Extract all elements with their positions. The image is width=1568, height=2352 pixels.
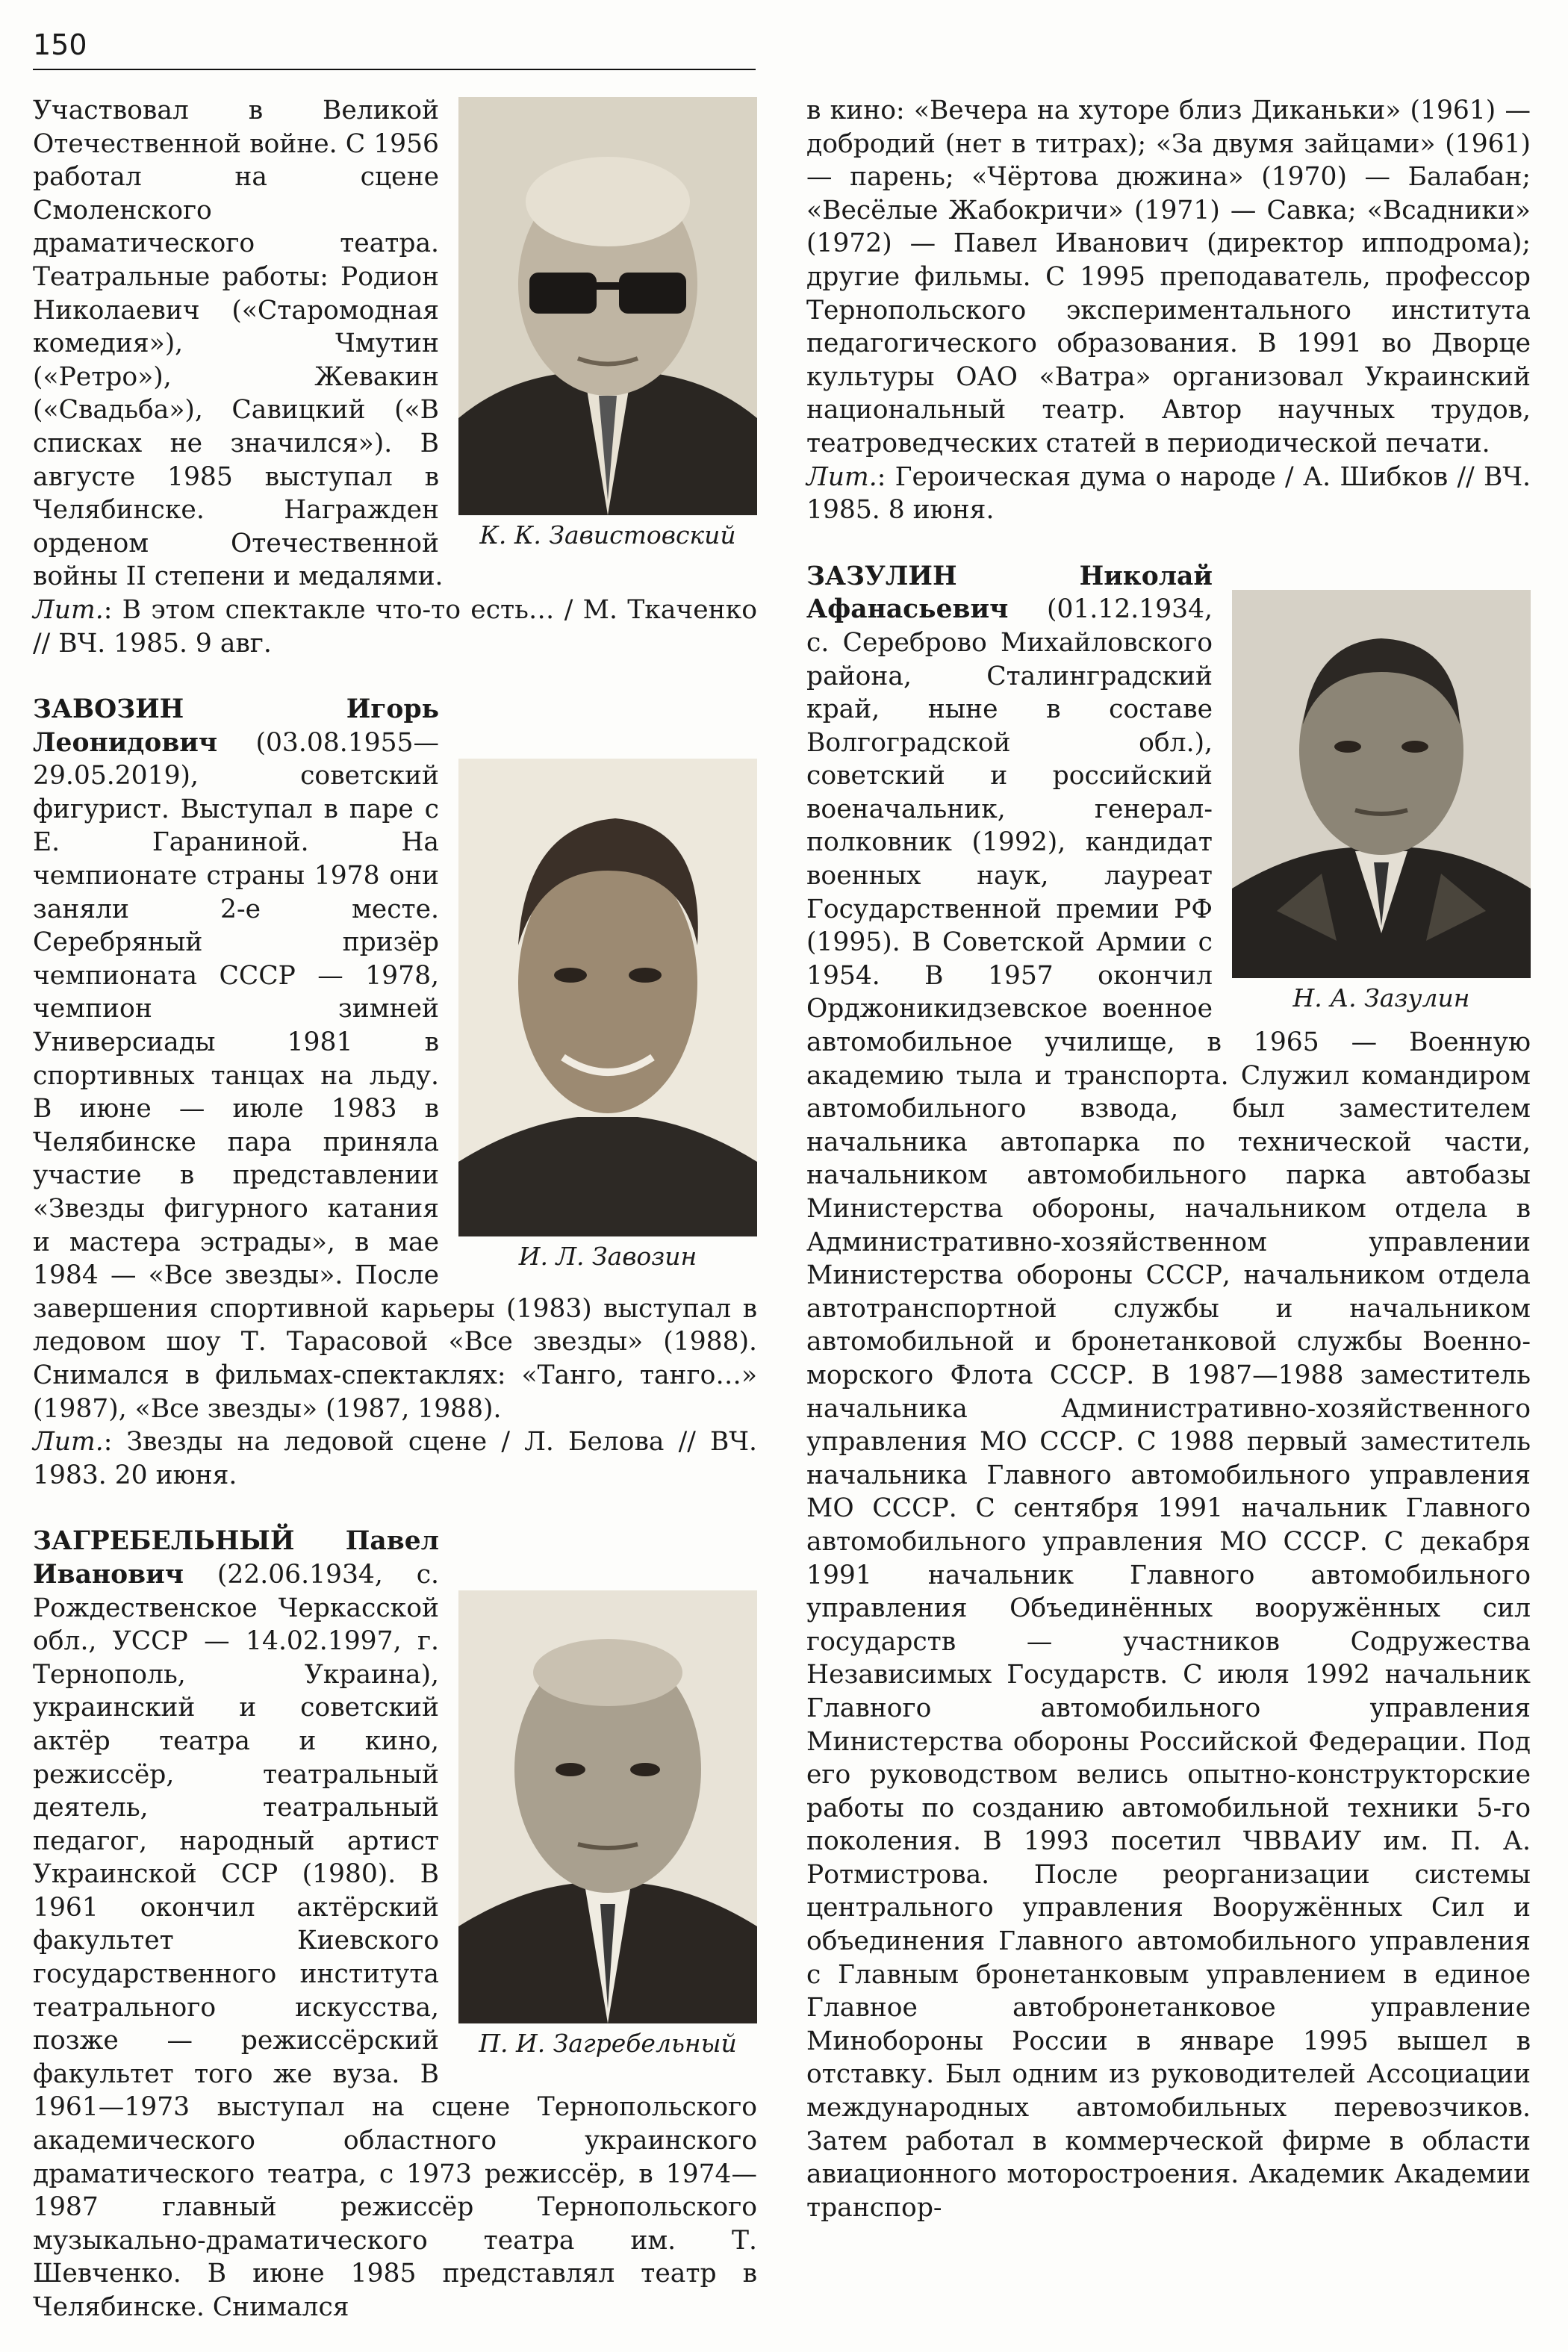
figure-zavistovsky	[458, 97, 757, 551]
right-column	[806, 94, 1531, 2224]
lit-text: : Героическая дума о народе / А. Шибков // ВЧ. 1985. 8 июня.	[806, 461, 1531, 526]
portrait-zavozin	[458, 759, 757, 1236]
entry-headword: ЗАВОЗИН Игорь Леонидович	[33, 694, 439, 758]
entry-paragraph	[33, 1525, 757, 2324]
literature-line	[806, 461, 1531, 527]
lit-label: Лит.	[33, 594, 104, 625]
caption-zavistovsky: К. К. Завистовский	[479, 520, 736, 550]
header-rule	[33, 69, 756, 70]
entry-text: (22.06.1934, с. Рождественское Черкасской обл., УССР — 14.02.1997, г. Тернополь, Украина), украинский и советский актёр театра и кино, режиссёр, театральный деятель, театральный педагог, народный артист Украинской ССР (1980). В 1961 окончил актёрский факультет Киевского государственного института театрального искусства, позже — режиссёрский факультет того же вуза. В 1961—1973 выступал на сцене Тернопольского академического областного украинского драматического театра, с 1973 режиссёр, в 1974—1987 главный режиссёр Тернопольского музыкально-драматического театра им. Т. Шевченко. В июне 1985 представлял театр в Челябинске. Снимался	[33, 1559, 757, 2322]
entry-text: (01.12.1934, с. Сереброво Михайловского района, Сталинградский край, ныне в составе Волгоградской обл.), советский и российский военачальник, генерал-полковник (1992), кандидат военных наук, лауреат Государственной премии РФ (1995). В Советской Армии с 1954. В 1957 окончил Орджоникидзевское военное автомобильное училище, в 1965 — Военную академию тыла и транспорта. Служил командиром автомобильного взвода, был заместителем начальника автопарка по технической части, начальником автомобильного парка автобазы Министерства обороны, начальником отдела в Административно-хозяйственном управлении Министерства обороны СССР, начальником отдела автотранспортной службы и начальником автомобильной и бронетанковой службы Военно-морского Флота СССР. В 1987—1988 заместитель начальника Административно-хозяйственного управления МО СССР. С 1988 первый заместитель начальника Главного автомобильного управления МО СССР. С сентября 1991 начальник Главного автомобильного управления МО СССР. С декабря 1991 начальник Главного автомобильного управления Объединённых вооружённых сил государств — участников Содружества Независимых Государств. С июля 1992 начальник Главного автомобильного управления Министерства обороны Российской Федерации. Под его руководством велись опытно-конструкторские работы по созданию автомобильной техники 5-го поколения. В 1993 посетил ЧВВАИУ им. П. А. Ротмистрова. После реорганизации системы центрального управления Вооружённых Сил и объединения Главного автомобильного управления с Главным бронетанковым управлением в единое Главное автобронетанковое управление Минобороны России в январе 1995 вышел в отставку. Был одним из руководителей Ассоциации международных автомобильных перевозчиков. Затем работал в коммерческой фирме в области авиационного моторостроения. Академик Академии транспор-	[806, 594, 1531, 2223]
portrait-zagrebelny	[458, 1590, 757, 2023]
entry-zagrebelny-continued	[806, 94, 1531, 527]
page-number: 150	[33, 28, 87, 61]
figure-zagrebelny	[458, 1590, 757, 2059]
lit-label: Лит.	[806, 461, 877, 492]
entry-paragraph	[806, 560, 1531, 2225]
literature-line	[33, 1425, 757, 1492]
entry-zagrebelny	[33, 1525, 757, 2324]
entry-text: в кино: «Вечера на хуторе близ Диканьки» (1961) — добродий (нет в титрах); «За двумя зайцами» (1961) — парень; «Чёртова дюжина» (1970) — Балабан; «Весёлые Жабокричи» (1971) — Савка; «Всадники» (1972) — Павел Иванович (директор ипподрома); другие фильмы. С 1995 преподаватель, профессор Тернопольского экспериментального института педагогического образования. В 1991 во Дворце культуры ОАО «Ватра» организовал Украинский национальный театр. Автор научных трудов, театроведческих статей в периодической печати.	[806, 96, 1531, 458]
literature-line	[33, 594, 757, 660]
entry-text: Участвовал в Великой Отечественной войне. С 1956 работал на сцене Смоленского драматического театра. Театральные работы: Родион Николаевич («Старомодная комедия»), Чмутин («Ретро»), Жевакин («Свадьба»), Савицкий («В списках не значился»). В августе 1985 выступал в Челябинске. Награжден орденом Отечественной войны II степени и медалями.	[33, 96, 444, 592]
left-column	[33, 94, 757, 2324]
portrait-zavistovsky	[458, 97, 757, 515]
entry-headword: ЗАЗУЛИН Николай Афанасьевич	[806, 561, 1213, 625]
entry-text: (03.08.1955—29.05.2019), советский фигурист. Выступал в паре с Е. Гараниной. На чемпионате страны 1978 они заняли 2-е месте. Серебряный призёр чемпионата СССР — 1978, чемпион зимней Универсиады 1981 в спортивных танцах на льду. В июне — июле 1983 в Челябинске пара приняла участие в представлении «Звезды фигурного катания и мастера эстрады», в мае 1984 — «Все звезды». После завершения спортивной карьеры (1983) выступал в ледовом шоу Т. Тарасовой «Все звезды» (1988). Снимался в фильмах-спектаклях: «Танго, танго…» (1987), «Все звезды» (1987, 1988).	[33, 727, 757, 1424]
lit-text: : Звезды на ледовой сцене / Л. Белова // ВЧ. 1983. 20 июня.	[33, 1427, 757, 1490]
portrait-zazulin	[1232, 590, 1531, 978]
figure-zavozin	[458, 759, 757, 1272]
lit-label: Лит.	[33, 1427, 104, 1457]
entry-headword: ЗАГРЕБЕЛЬНЫЙ Павел Иванович	[33, 1526, 439, 1590]
caption-zavozin: И. Л. Завозин	[518, 1242, 697, 1272]
lit-text: : В этом спектакле что-то есть… / М. Ткаченко // ВЧ. 1985. 9 авг.	[33, 594, 757, 659]
entry-zavistovsky	[33, 94, 757, 660]
caption-zagrebelny: П. И. Загребельный	[479, 2029, 737, 2059]
figure-zazulin	[1232, 590, 1531, 1014]
entry-zavozin	[33, 693, 757, 1492]
entry-zazulin	[806, 560, 1531, 2225]
caption-zazulin: Н. А. Зазулин	[1292, 983, 1470, 1012]
entry-paragraph	[33, 693, 757, 1425]
